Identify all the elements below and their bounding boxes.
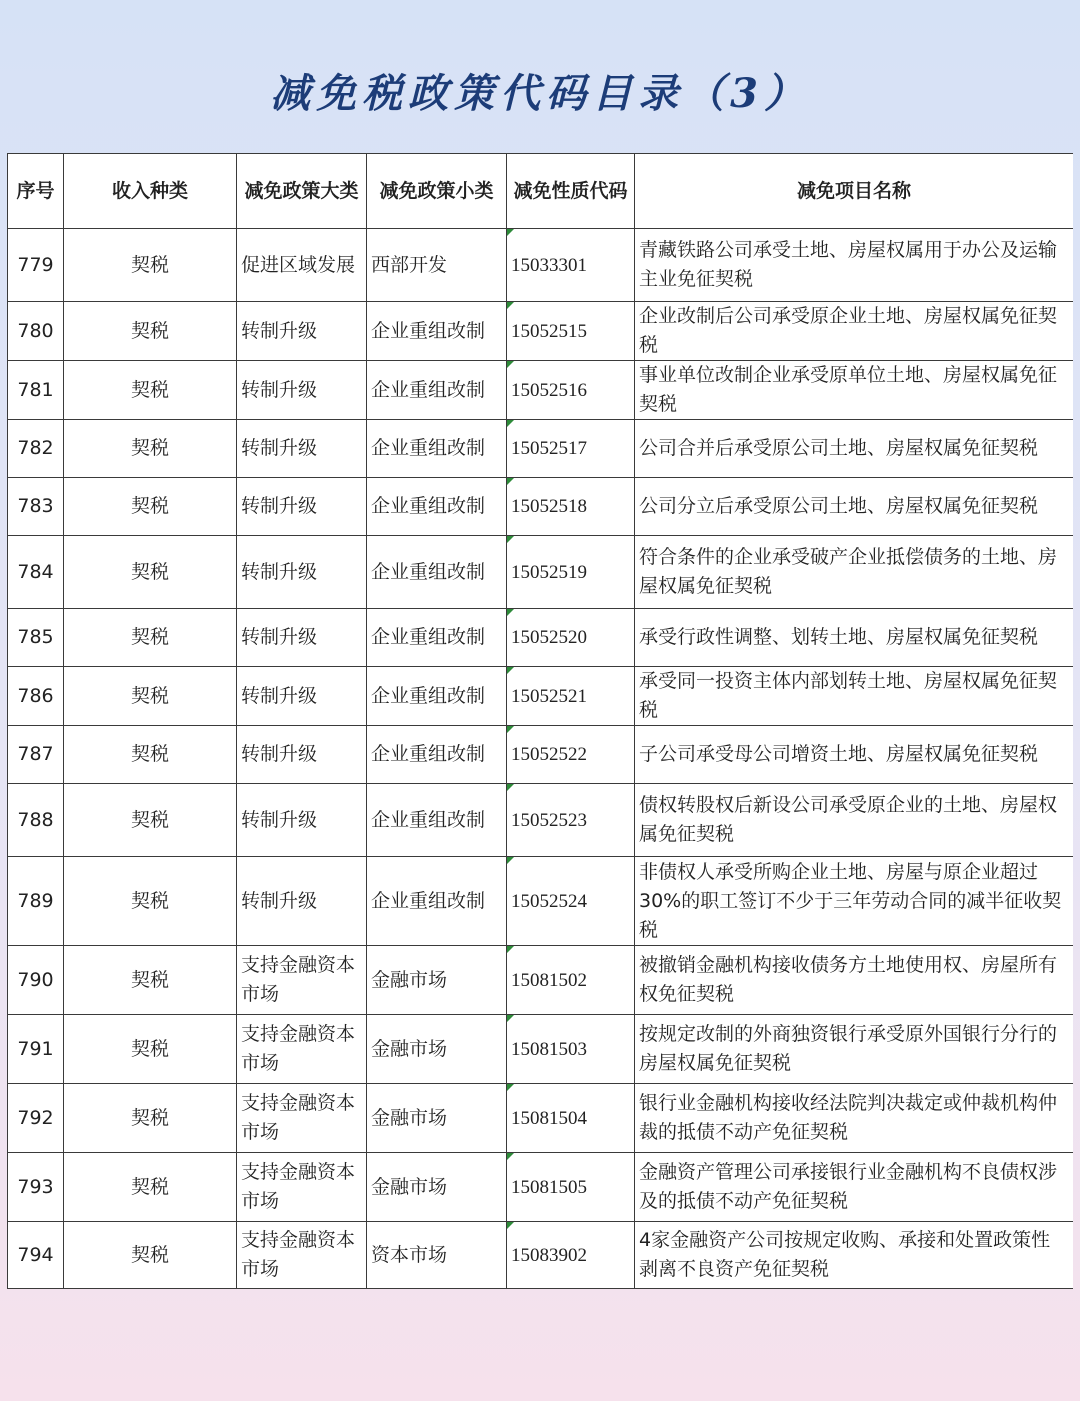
cell-major-category: 转制升级: [237, 857, 367, 946]
cell-minor-category: 金融市场: [367, 946, 507, 1015]
cell-item-name: 金融资产管理公司承接银行业金融机构不良债权涉及的抵债不动产免征契税: [635, 1153, 1074, 1222]
cell-item-name: 按规定改制的外商独资银行承受原外国银行分行的房屋权属免征契税: [635, 1015, 1074, 1084]
cell-income-type: 契税: [64, 478, 237, 536]
cell-major-category: 支持金融资本市场: [237, 1084, 367, 1153]
cell-income-type: 契税: [64, 420, 237, 478]
cell-seq: 789: [8, 857, 64, 946]
cell-minor-category: 金融市场: [367, 1153, 507, 1222]
cell-major-category: 转制升级: [237, 784, 367, 857]
cell-minor-category: 金融市场: [367, 1015, 507, 1084]
cell-item-name: 债权转股权后新设公司承受原企业的土地、房屋权属免征契税: [635, 784, 1074, 857]
cell-income-type: 契税: [64, 1015, 237, 1084]
table-row: [8, 302, 1074, 361]
table-row: [8, 420, 1074, 478]
cell-code: 15081504: [507, 1084, 635, 1153]
cell-minor-category: 企业重组改制: [367, 667, 507, 726]
cell-seq: 785: [8, 609, 64, 667]
cell-seq: 794: [8, 1222, 64, 1289]
table-row: [8, 1222, 1074, 1289]
cell-seq: 781: [8, 361, 64, 420]
table-row: [8, 1084, 1074, 1153]
cell-code: 15083902: [507, 1222, 635, 1289]
table-row: [8, 1015, 1074, 1084]
cell-income-type: 契税: [64, 536, 237, 609]
cell-seq: 791: [8, 1015, 64, 1084]
cell-major-category: 支持金融资本市场: [237, 1222, 367, 1289]
cell-seq: 784: [8, 536, 64, 609]
cell-item-name: 承受同一投资主体内部划转土地、房屋权属免征契税: [635, 667, 1074, 726]
table-row: [8, 536, 1074, 609]
cell-code: 15052521: [507, 667, 635, 726]
table-row: [8, 229, 1074, 302]
cell-code: 15052518: [507, 478, 635, 536]
cell-seq: 792: [8, 1084, 64, 1153]
cell-seq: 783: [8, 478, 64, 536]
cell-major-category: 转制升级: [237, 536, 367, 609]
cell-code: 15081502: [507, 946, 635, 1015]
table-header-row: [8, 154, 1074, 229]
cell-seq: 793: [8, 1153, 64, 1222]
header-minor-category: 减免政策小类: [367, 154, 507, 229]
bottom-background: [0, 1289, 1080, 1401]
cell-income-type: 契税: [64, 784, 237, 857]
table-row: [8, 784, 1074, 857]
cell-item-name: 承受行政性调整、划转土地、房屋权属免征契税: [635, 609, 1074, 667]
cell-minor-category: 企业重组改制: [367, 784, 507, 857]
cell-major-category: 转制升级: [237, 726, 367, 784]
cell-item-name: 企业改制后公司承受原企业土地、房屋权属免征契税: [635, 302, 1074, 361]
table-row: [8, 1153, 1074, 1222]
cell-major-category: 支持金融资本市场: [237, 946, 367, 1015]
header-code: 减免性质代码: [507, 154, 635, 229]
header-major-category: 减免政策大类: [237, 154, 367, 229]
table-row: [8, 857, 1074, 946]
cell-income-type: 契税: [64, 946, 237, 1015]
cell-item-name: 公司合并后承受原公司土地、房屋权属免征契税: [635, 420, 1074, 478]
table-row: [8, 946, 1074, 1015]
cell-code: 15052522: [507, 726, 635, 784]
cell-code: 15052519: [507, 536, 635, 609]
table-row: [8, 361, 1074, 420]
cell-income-type: 契税: [64, 1153, 237, 1222]
cell-minor-category: 企业重组改制: [367, 478, 507, 536]
cell-item-name: 子公司承受母公司增资土地、房屋权属免征契税: [635, 726, 1074, 784]
cell-minor-category: 企业重组改制: [367, 609, 507, 667]
cell-code: 15081503: [507, 1015, 635, 1084]
page-title: 减免税政策代码目录（3）: [270, 70, 810, 117]
cell-item-name: 公司分立后承受原公司土地、房屋权属免征契税: [635, 478, 1074, 536]
cell-minor-category: 企业重组改制: [367, 361, 507, 420]
cell-item-name: 青藏铁路公司承受土地、房屋权属用于办公及运输主业免征契税: [635, 229, 1074, 302]
cell-minor-category: 企业重组改制: [367, 857, 507, 946]
cell-major-category: 促进区域发展: [237, 229, 367, 302]
cell-item-name: 符合条件的企业承受破产企业抵偿债务的土地、房屋权属免征契税: [635, 536, 1074, 609]
cell-income-type: 契税: [64, 361, 237, 420]
cell-item-name: 银行业金融机构接收经法院判决裁定或仲裁机构仲裁的抵债不动产免征契税: [635, 1084, 1074, 1153]
cell-major-category: 转制升级: [237, 478, 367, 536]
cell-seq: 782: [8, 420, 64, 478]
policy-table-container: [7, 153, 1073, 1289]
table-row: [8, 726, 1074, 784]
cell-income-type: 契税: [64, 302, 237, 361]
cell-income-type: 契税: [64, 857, 237, 946]
cell-code: 15033301: [507, 229, 635, 302]
cell-major-category: 转制升级: [237, 609, 367, 667]
cell-major-category: 支持金融资本市场: [237, 1153, 367, 1222]
header-item-name: 减免项目名称: [635, 154, 1074, 229]
cell-seq: 790: [8, 946, 64, 1015]
table-row: [8, 478, 1074, 536]
cell-seq: 779: [8, 229, 64, 302]
cell-seq: 788: [8, 784, 64, 857]
cell-income-type: 契税: [64, 1222, 237, 1289]
table-row: [8, 609, 1074, 667]
cell-major-category: 转制升级: [237, 361, 367, 420]
cell-minor-category: 企业重组改制: [367, 536, 507, 609]
cell-code: 15052515: [507, 302, 635, 361]
policy-code-table: [7, 153, 1073, 1289]
header-seq: 序号: [8, 154, 64, 229]
cell-item-name: 被撤销金融机构接收债务方土地使用权、房屋所有权免征契税: [635, 946, 1074, 1015]
cell-major-category: 转制升级: [237, 420, 367, 478]
cell-item-name: 事业单位改制企业承受原单位土地、房屋权属免征契税: [635, 361, 1074, 420]
cell-item-name: 4家金融资产公司按规定收购、承接和处置政策性剥离不良资产免征契税: [635, 1222, 1074, 1289]
cell-seq: 787: [8, 726, 64, 784]
cell-seq: 780: [8, 302, 64, 361]
header-income-type: 收入种类: [64, 154, 237, 229]
cell-item-name: 非债权人承受所购企业土地、房屋与原企业超过30%的职工签订不少于三年劳动合同的减半征收契税: [635, 857, 1074, 946]
cell-code: 15052516: [507, 361, 635, 420]
cell-code: 15052524: [507, 857, 635, 946]
cell-income-type: 契税: [64, 609, 237, 667]
cell-minor-category: 资本市场: [367, 1222, 507, 1289]
cell-code: 15052523: [507, 784, 635, 857]
cell-code: 15052517: [507, 420, 635, 478]
cell-minor-category: 西部开发: [367, 229, 507, 302]
cell-code: 15081505: [507, 1153, 635, 1222]
cell-income-type: 契税: [64, 229, 237, 302]
cell-major-category: 转制升级: [237, 667, 367, 726]
cell-seq: 786: [8, 667, 64, 726]
cell-income-type: 契税: [64, 726, 237, 784]
table-row: [8, 667, 1074, 726]
cell-minor-category: 企业重组改制: [367, 726, 507, 784]
cell-code: 15052520: [507, 609, 635, 667]
cell-income-type: 契税: [64, 1084, 237, 1153]
cell-minor-category: 金融市场: [367, 1084, 507, 1153]
cell-minor-category: 企业重组改制: [367, 420, 507, 478]
cell-minor-category: 企业重组改制: [367, 302, 507, 361]
cell-major-category: 转制升级: [237, 302, 367, 361]
cell-income-type: 契税: [64, 667, 237, 726]
cell-major-category: 支持金融资本市场: [237, 1015, 367, 1084]
